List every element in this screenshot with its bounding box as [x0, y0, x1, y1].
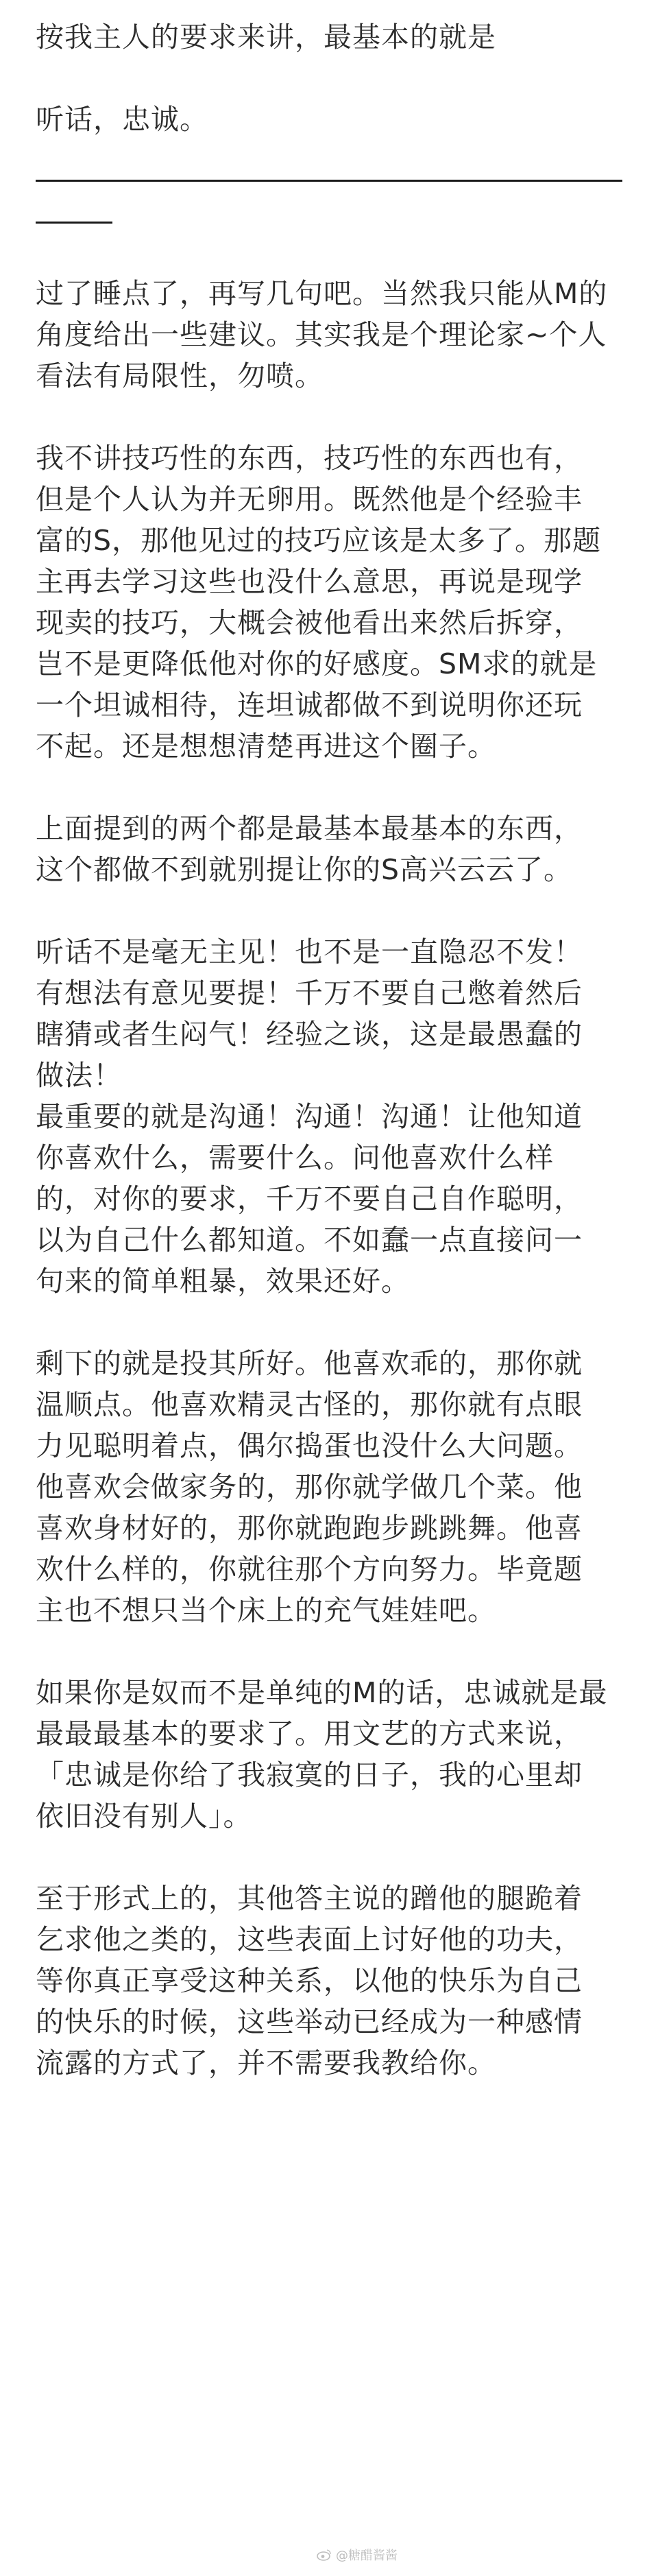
paragraph-line: 这个都做不到就别提让你的S高兴云云了。 — [36, 853, 573, 886]
paragraph-line: 依旧没有别人」。 — [36, 1800, 252, 1833]
paragraph-line: 温顺点。他喜欢精灵古怪的，那你就有点眼 — [36, 1388, 583, 1421]
paragraph-line: 听话不是毫无主见！也不是一直隐忍不发！ — [36, 935, 583, 968]
paragraph-line: 一个坦诚相待，连坦诚都做不到说明你还玩 — [36, 689, 583, 721]
weibo-icon — [317, 2549, 332, 2561]
paragraph-line: 看法有局限性，勿喷。 — [36, 359, 324, 392]
divider-line — [36, 180, 622, 182]
paragraph-line: 你喜欢什么，需要什么。问他喜欢什么样 — [36, 1141, 554, 1174]
paragraph-line: 至于形式上的，其他答主说的蹭他的腿跪着 — [36, 1882, 583, 1915]
paragraph-line: 不起。还是想想清楚再进这个圈子。 — [36, 730, 496, 763]
paragraph-line: 岂不是更降低他对你的好感度。SM求的就是 — [36, 647, 598, 680]
paragraph-line: 主也不想只当个床上的充气娃娃吧。 — [36, 1594, 496, 1627]
paragraph-line: 「忠诚是你给了我寂寞的日子，我的心里却 — [36, 1758, 583, 1791]
paragraph-line: 力见聪明着点，偶尔捣蛋也没什么大问题。 — [36, 1429, 583, 1462]
paragraph-line: 角度给出一些建议。其实我是个理论家~个人 — [36, 318, 607, 351]
paragraph-line: 的快乐的时候，这些举动已经成为一种感情 — [36, 2005, 583, 2038]
paragraph-line: 现卖的技巧，大概会被他看出来然后拆穿， — [36, 606, 583, 639]
paragraph-line: 等你真正享受这种关系，以他的快乐为自己 — [36, 1964, 583, 1997]
paragraph-line: 以为自己什么都知道。不如蠢一点直接问一 — [36, 1224, 583, 1256]
intro-line: 按我主人的要求来讲，最基本的就是 — [36, 21, 496, 53]
weibo-watermark — [317, 2546, 398, 2564]
paragraph-line: 乞求他之类的，这些表面上讨好他的功夫， — [36, 1923, 583, 1956]
paragraph-line: 剩下的就是投其所好。他喜欢乖的，那你就 — [36, 1347, 583, 1380]
paragraph-line: 最重要的就是沟通！沟通！沟通！让他知道 — [36, 1100, 583, 1133]
paragraph-line: 我不讲技巧性的东西，技巧性的东西也有， — [36, 442, 583, 475]
paragraph-line: 的，对你的要求，千万不要自己自作聪明， — [36, 1182, 583, 1215]
paragraph-line: 有想法有意见要提！千万不要自己憋着然后 — [36, 977, 583, 1010]
paragraph-line: 句来的简单粗暴，效果还好。 — [36, 1265, 410, 1298]
paragraph-line: 过了睡点了，再写几句吧。当然我只能从M的 — [36, 277, 608, 310]
watermark-text: @糖醋酱酱 — [336, 2549, 398, 2563]
paragraph-line: 做法！ — [36, 1059, 122, 1092]
intro-line: 听话，忠诚。 — [36, 103, 208, 136]
paragraph-line: 最最最基本的要求了。用文艺的方式来说， — [36, 1717, 583, 1750]
paragraph-line: 喜欢身材好的，那你就跑跑步跳跳舞。他喜 — [36, 1512, 583, 1545]
paragraph-line: 如果你是奴而不是单纯的M的话，忠诚就是最 — [36, 1676, 608, 1709]
paragraph-line: 富的S，那他见过的技巧应该是太多了。那题 — [36, 524, 602, 557]
paragraph-line: 主再去学习这些也没什么意思，再说是现学 — [36, 565, 583, 598]
paragraph-line: 但是个人认为并无卵用。既然他是个经验丰 — [36, 483, 583, 516]
paragraph-line: 他喜欢会做家务的，那你就学做几个菜。他 — [36, 1470, 583, 1503]
paragraph-line: 上面提到的两个都是最基本最基本的东西， — [36, 812, 583, 845]
paragraph-line: 流露的方式了，并不需要我教给你。 — [36, 2047, 496, 2079]
paragraph-line: 欢什么样的，你就往那个方向努力。毕竟题 — [36, 1553, 583, 1586]
paragraph-line: 瞎猜或者生闷气！经验之谈，这是最愚蠢的 — [36, 1018, 583, 1051]
